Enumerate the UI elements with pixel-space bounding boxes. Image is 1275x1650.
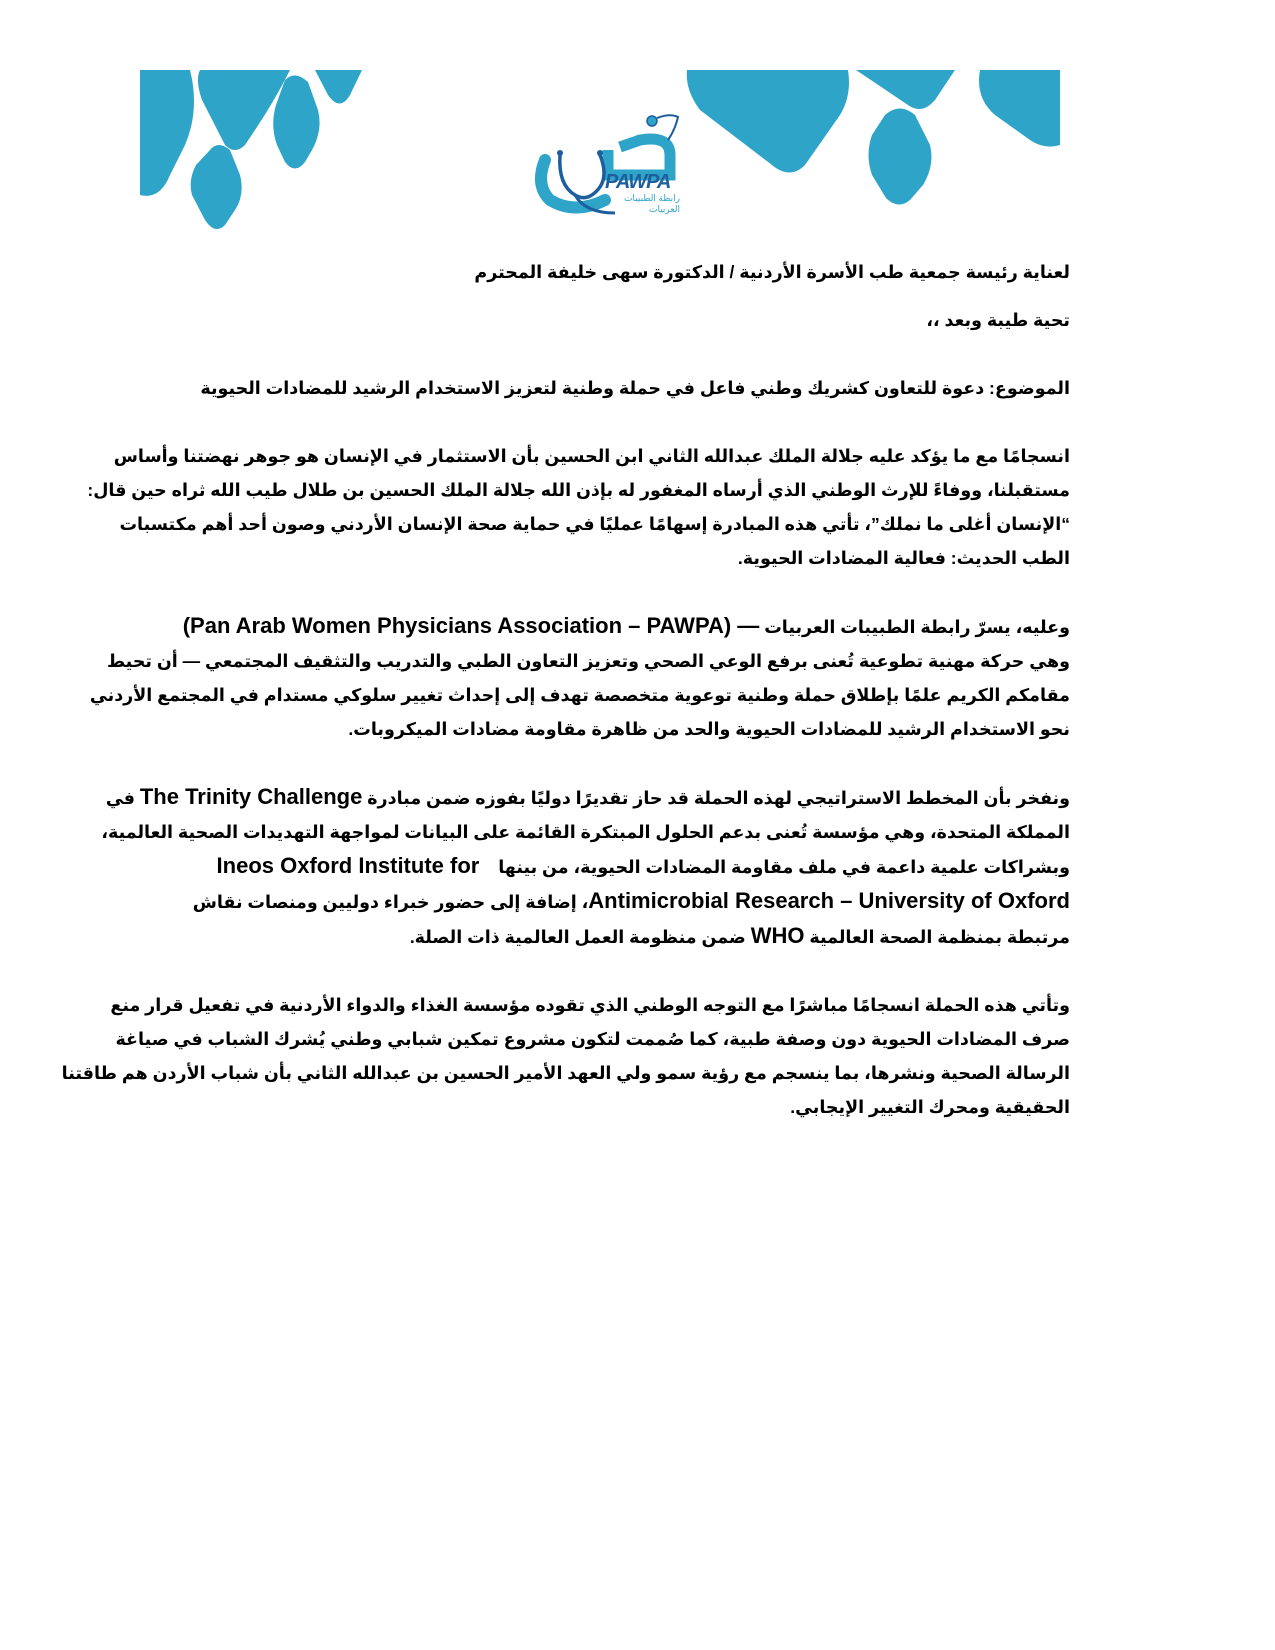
paragraph-line — [145, 884, 1070, 919]
paragraph-line — [145, 919, 1070, 954]
paragraph-line — [145, 609, 1070, 644]
text-segment: وعليه، يسرّ رابطة الطبيبات العربيات — [764, 617, 1070, 637]
subject-line: الموضوع: دعوة للتعاون كشريك وطني فاعل في حملة وطنية لتعزيز الاستخدام الرشيد للمضادات الحيوية — [200, 378, 1070, 398]
initiative-name-english: The Trinity Challenge — [139, 784, 363, 809]
who-abbreviation: WHO — [750, 923, 805, 948]
blob-shape — [315, 70, 362, 104]
paragraph-line: وهي حركة مهنية تطوعية تُعنى برفع الوعي الصحي وتعزيز التعاون الطبي والتدريب والتثقيف المجتمعي — أن تحيط — [106, 651, 1070, 671]
paragraph-2 — [89, 609, 1070, 746]
blob-shape — [140, 70, 194, 196]
pawpa-logo — [530, 105, 680, 220]
text-segment: ضمن منظومة العمل العالمية ذات الصلة. — [409, 927, 746, 947]
paragraph-4 — [61, 988, 1070, 1124]
blob-shape — [687, 70, 849, 173]
addressee: لعناية رئيسة جمعية طب الأسرة الأردنية / الدكتورة سهى خليفة المحترم — [474, 262, 1070, 282]
paragraph-line: مستقبلنا، ووفاءً للإرث الوطني الذي أرساه المغفور له بإذن الله جلالة الملك الحسين بن طلال طيب الله ثراه حين قال: — [87, 480, 1070, 500]
paragraph-line: “الإنسان أغلى ما نملك”، تأتي هذه المبادرة إسهامًا عمليًا في حماية صحة الإنسان الأردني وصون أحد أهم مكتسبات — [119, 514, 1070, 534]
paragraph-line: المملكة المتحدة، وهي مؤسسة تُعنى بدعم الحلول المبتكرة القائمة على البيانات لمواجهة التهديدات الصحية العالمية، — [101, 822, 1070, 842]
paragraph-line: انسجامًا مع ما يؤكد عليه جلالة الملك عبدالله الثاني ابن الحسين بأن الاستثمار في الإنسان هو جوهر نهضتنا وأساس — [113, 446, 1070, 466]
text-segment: ، إضافة إلى حضور خبراء دوليين ومنصات نقاش — [192, 892, 589, 912]
institute-name-english: Ineos Oxford Institute for — [216, 853, 480, 878]
paragraph-1 — [87, 439, 1070, 575]
blob-shape — [191, 145, 242, 229]
blob-shape — [856, 70, 955, 109]
paragraph-line: وتأتي هذه الحملة انسجامًا مباشرًا مع التوجه الوطني الذي تقوده مؤسسة الغذاء والدواء الأردنية في تفعيل قرار منع — [110, 995, 1070, 1015]
paragraph-line: نحو الاستخدام الرشيد للمضادات الحيوية والحد من ظاهرة مقاومة مضادات الميكروبات. — [348, 719, 1070, 739]
blob-shape — [869, 109, 932, 205]
paragraph-line: الرسالة الصحية ونشرها، بما ينسجم مع رؤية سمو ولي العهد الأمير الحسين بن عبدالله الثاني بأن شباب الأردن هم طاقتنا — [61, 1063, 1070, 1083]
paragraph-line — [145, 849, 1070, 884]
paragraph-line: الحقيقية ومحرك التغيير الإيجابي. — [790, 1097, 1070, 1117]
greeting: تحية طيبة وبعد ،، — [926, 310, 1070, 330]
text-segment: في — [105, 788, 135, 808]
blob-shape — [979, 70, 1060, 147]
logo-arabic-name: رابطة الطبيبات العربيات — [623, 193, 680, 214]
letterhead-banner — [140, 70, 1060, 230]
paragraph-3 — [101, 780, 1070, 954]
institute-name-english-cont: Antimicrobial Research – University of Oxford — [588, 888, 1070, 913]
letter-body — [61, 255, 1070, 1124]
text-segment: مرتبطة بمنظمة الصحة العالمية — [809, 927, 1070, 947]
organization-name-english: (Pan Arab Women Physicians Association – PAWPA) — — [182, 613, 760, 638]
paragraph-line: مقامكم الكريم علمًا بإطلاق حملة وطنية توعوية متخصصة تهدف إلى إحداث تغيير سلوكي مستدام في المجتمع الأردني — [89, 685, 1070, 705]
text-segment: وبشراكات علمية داعمة في ملف مقاومة المضادات الحيوية، من بينها — [498, 857, 1070, 877]
paragraph-line: الطب الحديث: فعالية المضادات الحيوية. — [737, 548, 1070, 568]
paragraph-line — [105, 780, 1070, 815]
text-segment: ونفخر بأن المخطط الاستراتيجي لهذه الحملة قد حاز تقديرًا دوليًا بفوزه ضمن مبادرة — [367, 788, 1070, 808]
blob-shape — [273, 75, 319, 168]
paragraph-line: صرف المضادات الحيوية دون وصفة طبية، كما صُممت لتكون مشروع تمكين شبابي وطني يُشرك الشباب في صياغة — [115, 1029, 1070, 1049]
logo-wordmark: PAWPA — [605, 171, 671, 193]
subject-block — [145, 371, 1070, 405]
